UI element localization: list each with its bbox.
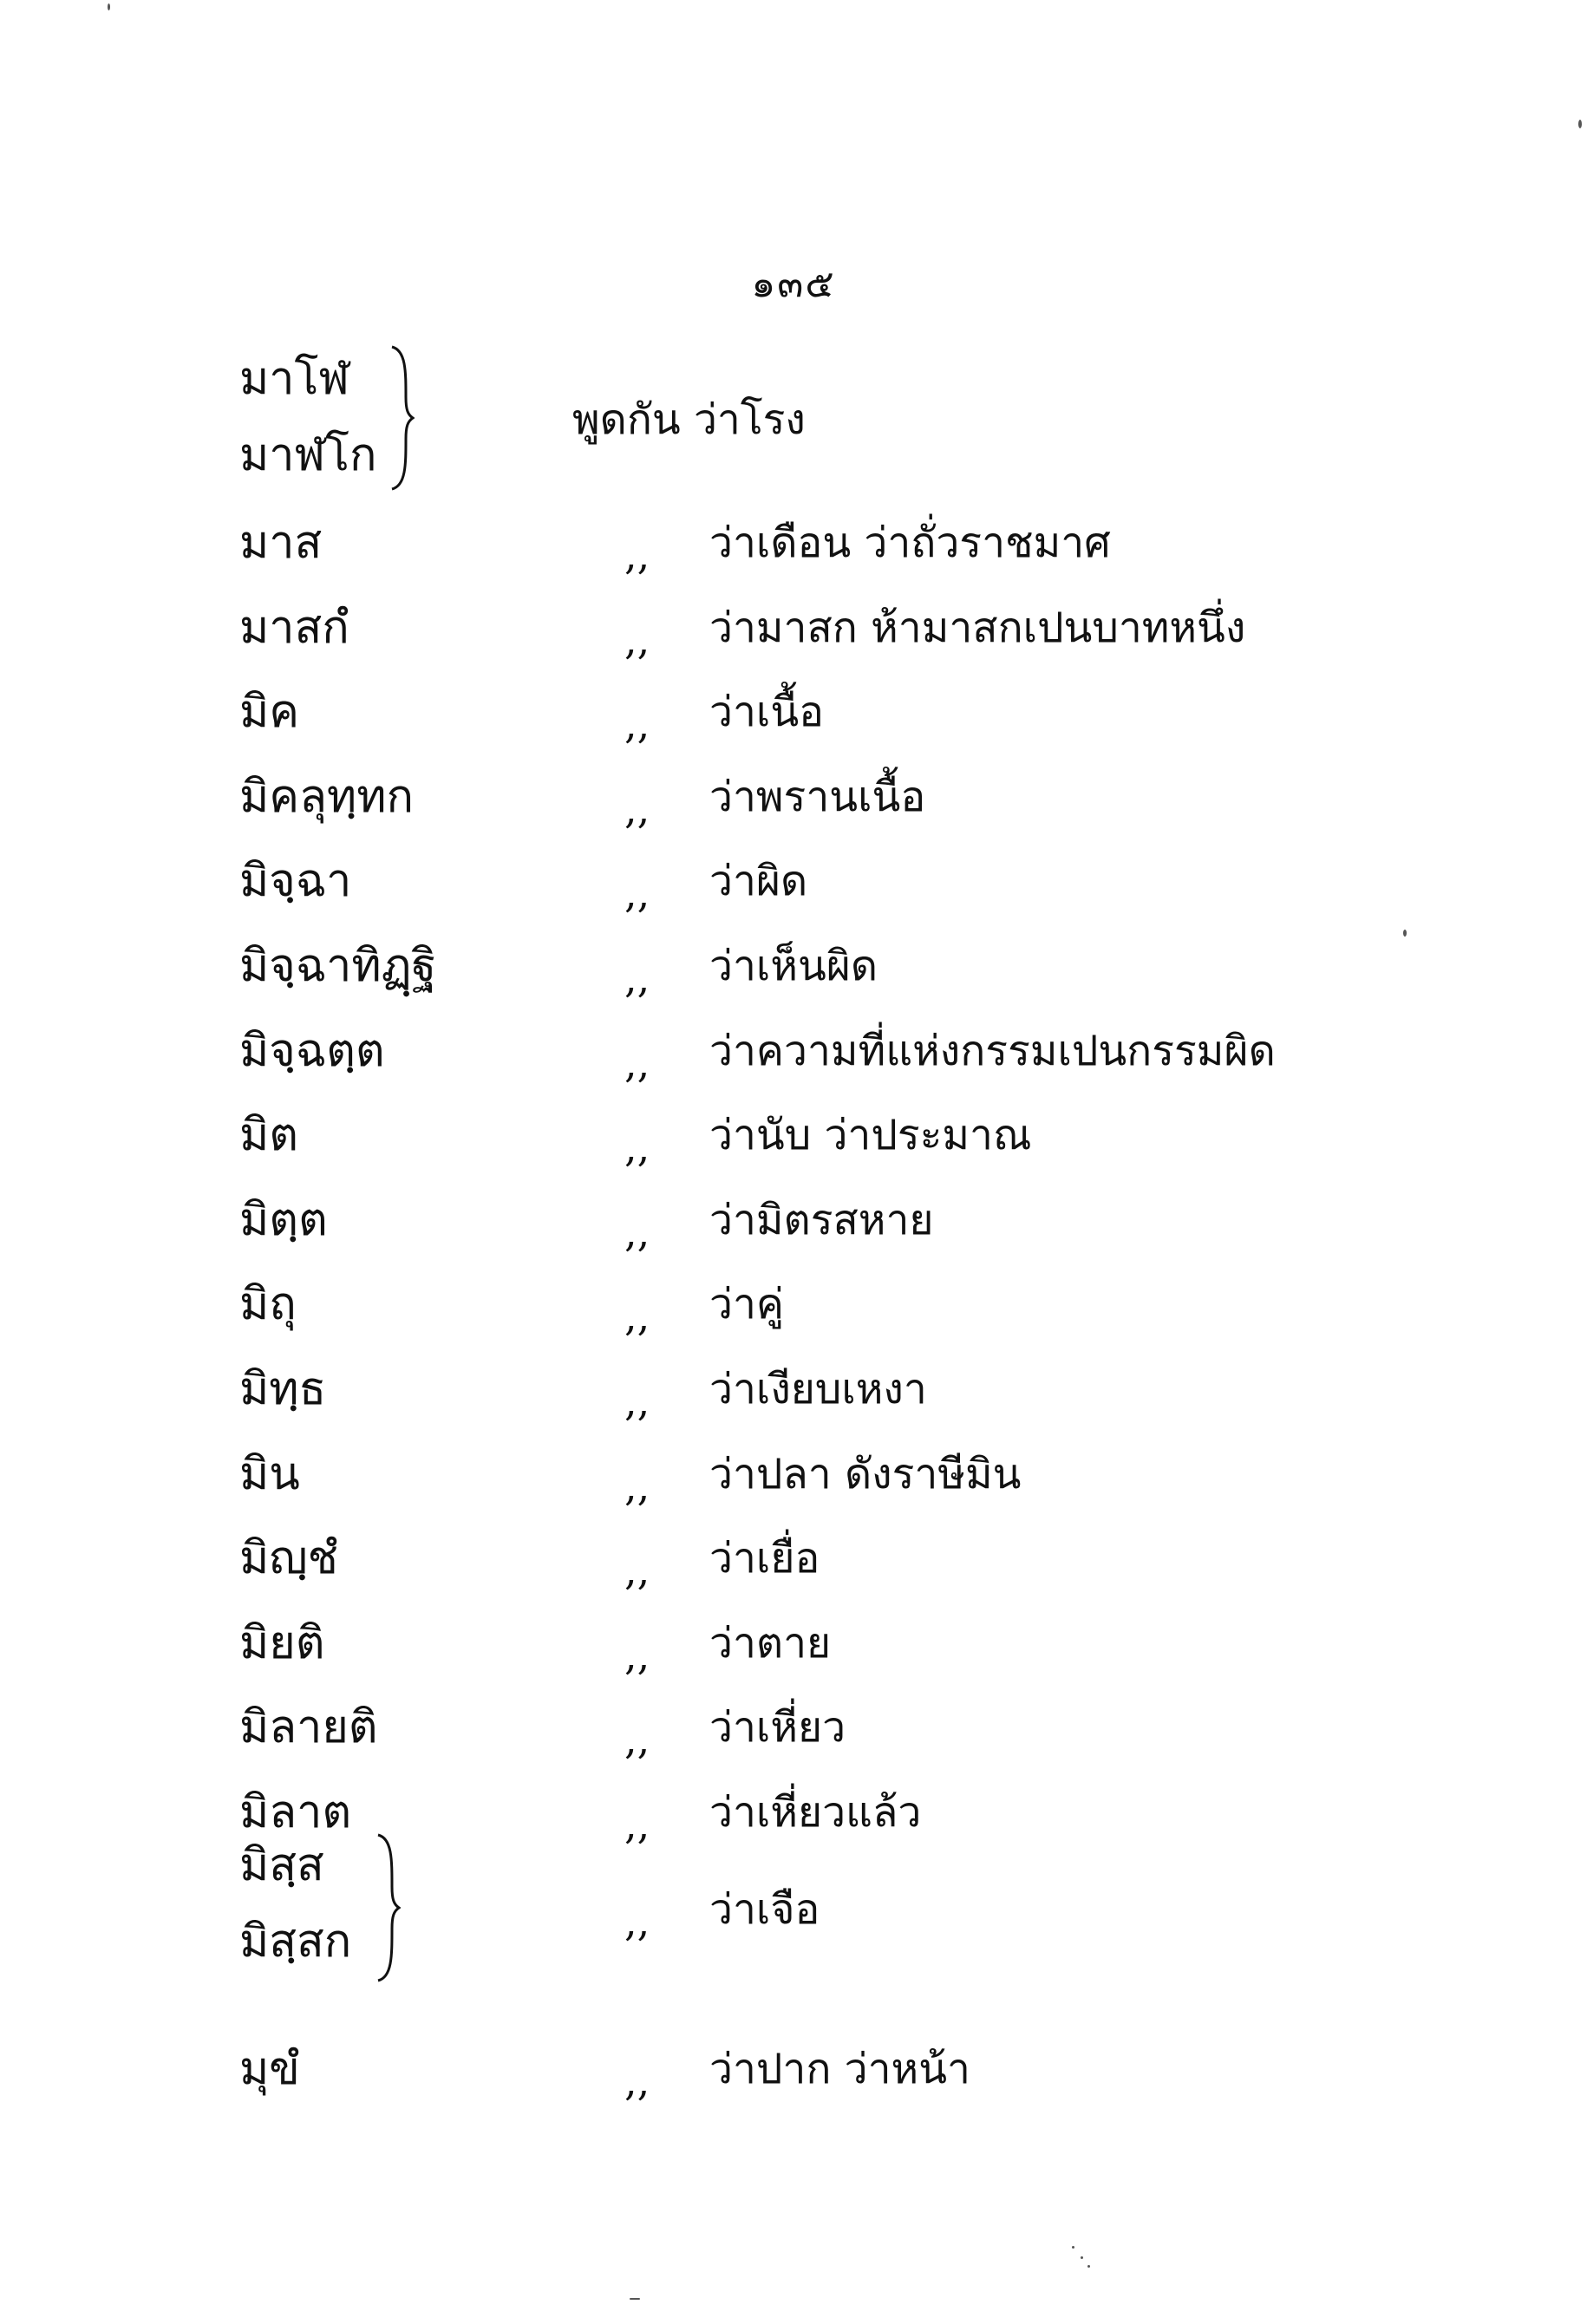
- entry-definition: ว่าเนื้อ: [709, 688, 824, 736]
- dictionary-entry: [0, 1263, 1587, 1346]
- ditto-mark: ,,: [624, 1124, 650, 1171]
- entry-term: มิต: [239, 1109, 299, 1161]
- page-number: ๑๓๕: [751, 262, 836, 306]
- entry-term: มิจฺฉาทิฏฺฐิ: [239, 940, 437, 992]
- ditto-mark: ,,: [624, 617, 650, 663]
- scan-speck: [1081, 2256, 1083, 2259]
- scan-speck: [1578, 120, 1582, 128]
- group-term: มิสฺส: [239, 1839, 324, 1891]
- group-term: มาฬโก: [239, 429, 377, 481]
- ditto-mark: ,,: [624, 1801, 650, 1848]
- entry-group-2: [0, 1826, 1587, 1993]
- scan-speck: [1403, 930, 1407, 937]
- entry-definition: ว่าปาก ว่าหน้า: [709, 2045, 970, 2093]
- dictionary-entry: [0, 1517, 1587, 1600]
- entry-term: มิถุ: [239, 1278, 297, 1330]
- entry-term: มาสกํ: [239, 602, 349, 654]
- entry-definition: ว่าเยื่อ: [709, 1534, 820, 1583]
- ditto-mark: ,,: [624, 955, 650, 1002]
- dictionary-entry: [0, 2027, 1587, 2111]
- entry-definition: ว่าตาย: [709, 1619, 832, 1668]
- ditto-mark: ,,: [624, 1898, 650, 1945]
- entry-term: มิทฺธ: [239, 1363, 327, 1415]
- dictionary-entry: [0, 1093, 1587, 1177]
- scan-speck: [630, 2298, 640, 2300]
- entry-group-1: [0, 340, 1587, 505]
- ditto-mark: ,,: [624, 1293, 650, 1340]
- entry-definition: ว่าเหี่ยวแล้ว: [709, 1788, 922, 1837]
- dictionary-entry: [0, 1348, 1587, 1431]
- entry-term: มิลาต: [239, 1786, 352, 1838]
- ditto-mark: ,,: [624, 1632, 650, 1679]
- entry-definition: ว่าเหี่ยว: [709, 1703, 846, 1752]
- right-brace-icon: [389, 345, 415, 491]
- ditto-mark: ,,: [624, 1040, 650, 1087]
- scan-speck: [1072, 2246, 1074, 2249]
- entry-term: มิจฺฉา: [239, 855, 352, 907]
- dictionary-entry: [0, 1602, 1587, 1685]
- dictionary-entry: [0, 755, 1587, 839]
- scan-speck: [1087, 2265, 1090, 2268]
- entry-term: มาส: [239, 517, 323, 569]
- entry-definition: ว่ามาสก ห้ามาสกเปนบาทหนึ่ง: [709, 604, 1246, 652]
- ditto-mark: ,,: [624, 1463, 650, 1510]
- entry-term: มิค: [239, 686, 300, 738]
- entry-definition: ว่าความที่แห่งกรรมเปนกรรมผิด: [709, 1027, 1276, 1075]
- entry-term: มุขํ: [239, 2043, 300, 2095]
- entry-definition: ว่าปลา ดังราษีมิน: [709, 1450, 1022, 1498]
- dictionary-entry: [0, 1686, 1587, 1769]
- ditto-mark: ,,: [624, 1547, 650, 1594]
- entry-definition: ว่าเห็นผิด: [709, 942, 878, 990]
- dictionary-entry: [0, 670, 1587, 754]
- ditto-mark: ,,: [624, 532, 650, 578]
- dictionary-entry: [0, 1178, 1587, 1262]
- entry-term: มิคลุทฺทก: [239, 771, 414, 823]
- group-definition: พูดกัน ว่าโรง: [572, 395, 806, 444]
- dictionary-entry: [0, 839, 1587, 923]
- ditto-mark: ,,: [624, 2058, 650, 2105]
- ditto-mark: ,,: [624, 1716, 650, 1763]
- ditto-mark: ,,: [624, 1378, 650, 1425]
- ditto-mark: ,,: [624, 870, 650, 917]
- right-brace-icon: [375, 1833, 401, 1982]
- entry-term: มิญฺชํ: [239, 1532, 338, 1584]
- entry-definition: ว่าคู่: [709, 1280, 785, 1328]
- scan-speck: [108, 3, 110, 10]
- ditto-mark: ,,: [624, 1209, 650, 1256]
- group-definition: ว่าเจือ: [709, 1885, 820, 1934]
- entry-term: มิน: [239, 1448, 300, 1500]
- dictionary-entry: [0, 1433, 1587, 1516]
- dictionary-entry: [0, 1009, 1587, 1093]
- entry-term: มิตฺต: [239, 1194, 328, 1246]
- group-term: มิสฺสก: [239, 1916, 352, 1968]
- entry-term: มิจฺฉตฺต: [239, 1025, 385, 1077]
- dictionary-entry: [0, 586, 1587, 669]
- group-term: มาโฬ: [239, 353, 349, 405]
- dictionary-entry: [0, 924, 1587, 1008]
- entry-definition: ว่านับ ว่าประมาณ: [709, 1111, 1032, 1159]
- entry-definition: ว่าเงียบเหงา: [709, 1365, 927, 1413]
- ditto-mark: ,,: [624, 786, 650, 832]
- entry-term: มิลายติ: [239, 1701, 378, 1753]
- entry-term: มิยติ: [239, 1617, 325, 1669]
- entry-definition: ว่ามิตรสหาย: [709, 1196, 934, 1244]
- ditto-mark: ,,: [624, 701, 650, 747]
- entry-definition: ว่าเดือน ว่าถั่วราชมาศ: [709, 519, 1111, 567]
- entry-definition: ว่าพรานเนื้อ: [709, 773, 926, 821]
- dictionary-entry: [0, 501, 1587, 584]
- entry-definition: ว่าผิด: [709, 857, 808, 905]
